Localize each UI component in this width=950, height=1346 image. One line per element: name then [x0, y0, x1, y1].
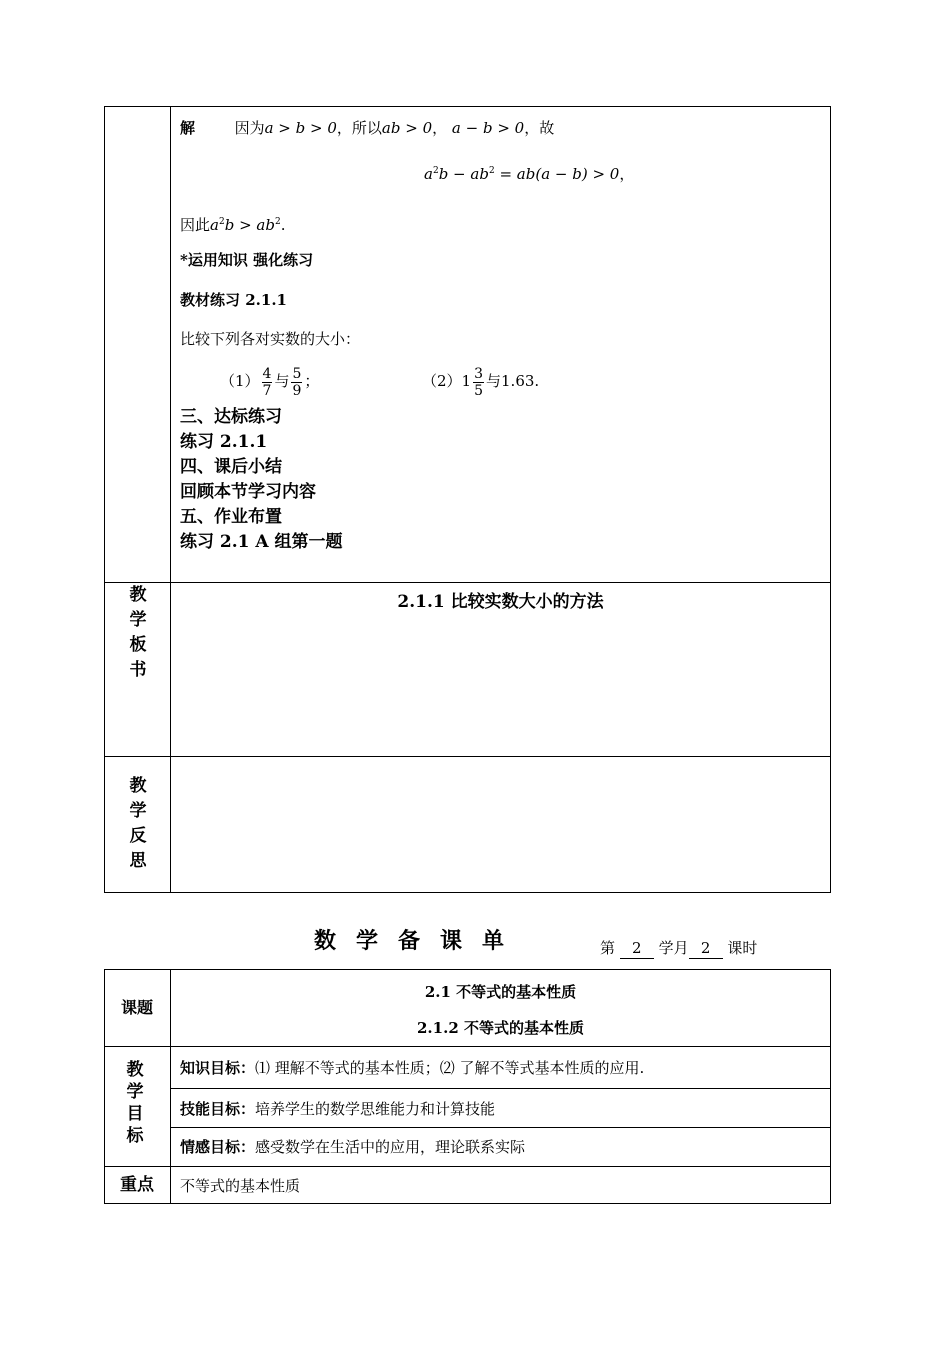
separator-2: ，: [432, 119, 448, 137]
board-label-char-4: 书: [129, 660, 147, 680]
solution-intro: 因为: [234, 119, 265, 137]
knowledge-goal: [180, 1058, 644, 1078]
section-4-heading: 四、课后小结: [180, 457, 282, 477]
reflection-label-char-3: 反: [129, 826, 147, 846]
solution-label: 解: [180, 119, 196, 137]
board-label-char-3: 板: [129, 635, 147, 655]
separator-1: ，所以: [336, 119, 382, 137]
item-1-number: （1）: [220, 372, 260, 390]
upper-table-bottom-border: [104, 892, 831, 893]
meta-suffix: 课时: [727, 939, 758, 957]
upper-table-divider-board: [104, 582, 831, 583]
lower-table-column-divider: [170, 969, 171, 1204]
lower-table-divider-skill: [170, 1088, 831, 1089]
key-text: 不等式的基本性质: [180, 1177, 301, 1195]
goals-label-char-3: 目: [126, 1104, 144, 1124]
section-5-item: 练习 2.1 A 组第一题: [180, 532, 343, 552]
week-value: 2: [620, 938, 654, 959]
equation-exp-1: 2: [432, 166, 439, 176]
lesson-value: 2: [689, 938, 723, 959]
condition-3: a − b > 0: [451, 119, 525, 137]
lower-table-divider-key: [104, 1166, 831, 1167]
conclusion-exp-2: 2: [274, 217, 281, 227]
item-1-fraction-2: [291, 366, 302, 399]
reflection-label-char-1: 教: [129, 776, 147, 796]
knowledge-text: ⑴ 理解不等式的基本性质；⑵ 了解不等式基本性质的应用.: [255, 1059, 645, 1077]
item-2-fraction-numerator: 3: [474, 365, 484, 382]
upper-table-top-border: [104, 106, 831, 107]
goals-label-char-2: 学: [126, 1082, 144, 1102]
item-1-fraction-2-numerator: 5: [292, 365, 302, 382]
item-2-end: .: [534, 372, 540, 390]
section-4-item: 回顾本节学习内容: [180, 482, 316, 502]
goals-label-char-4: 标: [126, 1126, 144, 1146]
emotion-text: 感受数学在生活中的应用，理论联系实际: [255, 1138, 526, 1156]
equation-part-3: = ab(a − b) > 0: [494, 165, 620, 183]
item-2-number: （2）: [422, 372, 462, 390]
item-2-fraction: [473, 366, 484, 399]
equation-part-2: b − ab: [438, 165, 489, 183]
equation-tail: ，: [619, 165, 635, 183]
equation-part-1: a: [424, 165, 433, 183]
emotion-goal: [180, 1137, 525, 1157]
compare-item-1: [220, 362, 319, 400]
item-2-whole: 1: [461, 372, 472, 390]
compare-item-2: [422, 362, 539, 400]
solution-line: [180, 118, 554, 138]
knowledge-label: 知识目标：: [180, 1059, 256, 1077]
upper-table-right-border: [830, 106, 831, 893]
section-5-heading: 五、作业布置: [180, 507, 282, 527]
lower-table-top-border: [104, 969, 831, 970]
conclusion-prefix: 因此: [180, 216, 211, 234]
topic-line-2: 2.1.2 不等式的基本性质: [417, 1019, 584, 1037]
skill-text: 培养学生的数学思维能力和计算技能: [255, 1100, 496, 1118]
practice-heading: *运用知识 强化练习: [180, 251, 314, 269]
item-1-fraction-1: [262, 366, 273, 399]
topic-line-1: 2.1 不等式的基本性质: [424, 983, 577, 1001]
board-label-char-1: 教: [129, 585, 147, 605]
condition-1: a > b > 0: [264, 119, 337, 137]
item-1-fraction-1-numerator: 4: [262, 365, 272, 382]
board-title: 2.1.1 比较实数大小的方法: [397, 592, 604, 612]
equation-exp-2: 2: [488, 166, 495, 176]
reflection-label-char-2: 学: [129, 801, 147, 821]
conclusion-line: [180, 215, 285, 235]
lower-table-divider-goals: [104, 1046, 831, 1047]
upper-table-column-divider: [170, 106, 171, 893]
lower-table-bottom-border: [104, 1203, 831, 1204]
equation-line: [424, 164, 634, 184]
conclusion-exp-1: 2: [218, 217, 225, 227]
skill-label: 技能目标：: [180, 1100, 256, 1118]
plan-heading: 数学备课单: [314, 928, 525, 954]
goals-label-char-1: 教: [126, 1060, 144, 1080]
item-1-with: 与: [274, 372, 290, 390]
compare-prompt: 比较下列各对实数的大小：: [180, 330, 361, 348]
section-3-item: 练习 2.1.1: [180, 432, 268, 452]
lower-table-right-border: [830, 969, 831, 1204]
condition-2: ab > 0: [381, 119, 433, 137]
board-label-char-2: 学: [129, 610, 147, 630]
textbook-practice: 教材练习 2.1.1: [180, 291, 287, 309]
section-3-heading: 三、达标练习: [180, 407, 282, 427]
upper-table-divider-reflection: [104, 756, 831, 757]
item-1-fraction-1-denominator: 7: [262, 382, 272, 399]
conclusion-tail: .: [280, 216, 286, 234]
meta-mid: 学月: [658, 939, 689, 957]
skill-goal: [180, 1099, 495, 1119]
item-1-fraction-2-denominator: 9: [292, 382, 302, 399]
item-2-with: 与1.63: [486, 372, 535, 390]
emotion-label: 情感目标：: [180, 1138, 256, 1156]
lower-table-divider-emotion: [170, 1127, 831, 1128]
upper-table-left-border: [104, 106, 105, 893]
meta-prefix: 第: [600, 939, 616, 957]
reflection-label-char-4: 思: [129, 851, 147, 871]
conclusion-a: a: [210, 216, 219, 234]
key-label: 重点: [120, 1175, 154, 1195]
plan-meta: [600, 938, 757, 959]
conclusion-b: b > ab: [224, 216, 275, 234]
separator-3: ，故: [524, 119, 555, 137]
item-2-fraction-denominator: 5: [474, 382, 484, 399]
topic-label: 课题: [120, 998, 153, 1017]
item-1-end: ；: [304, 372, 320, 390]
